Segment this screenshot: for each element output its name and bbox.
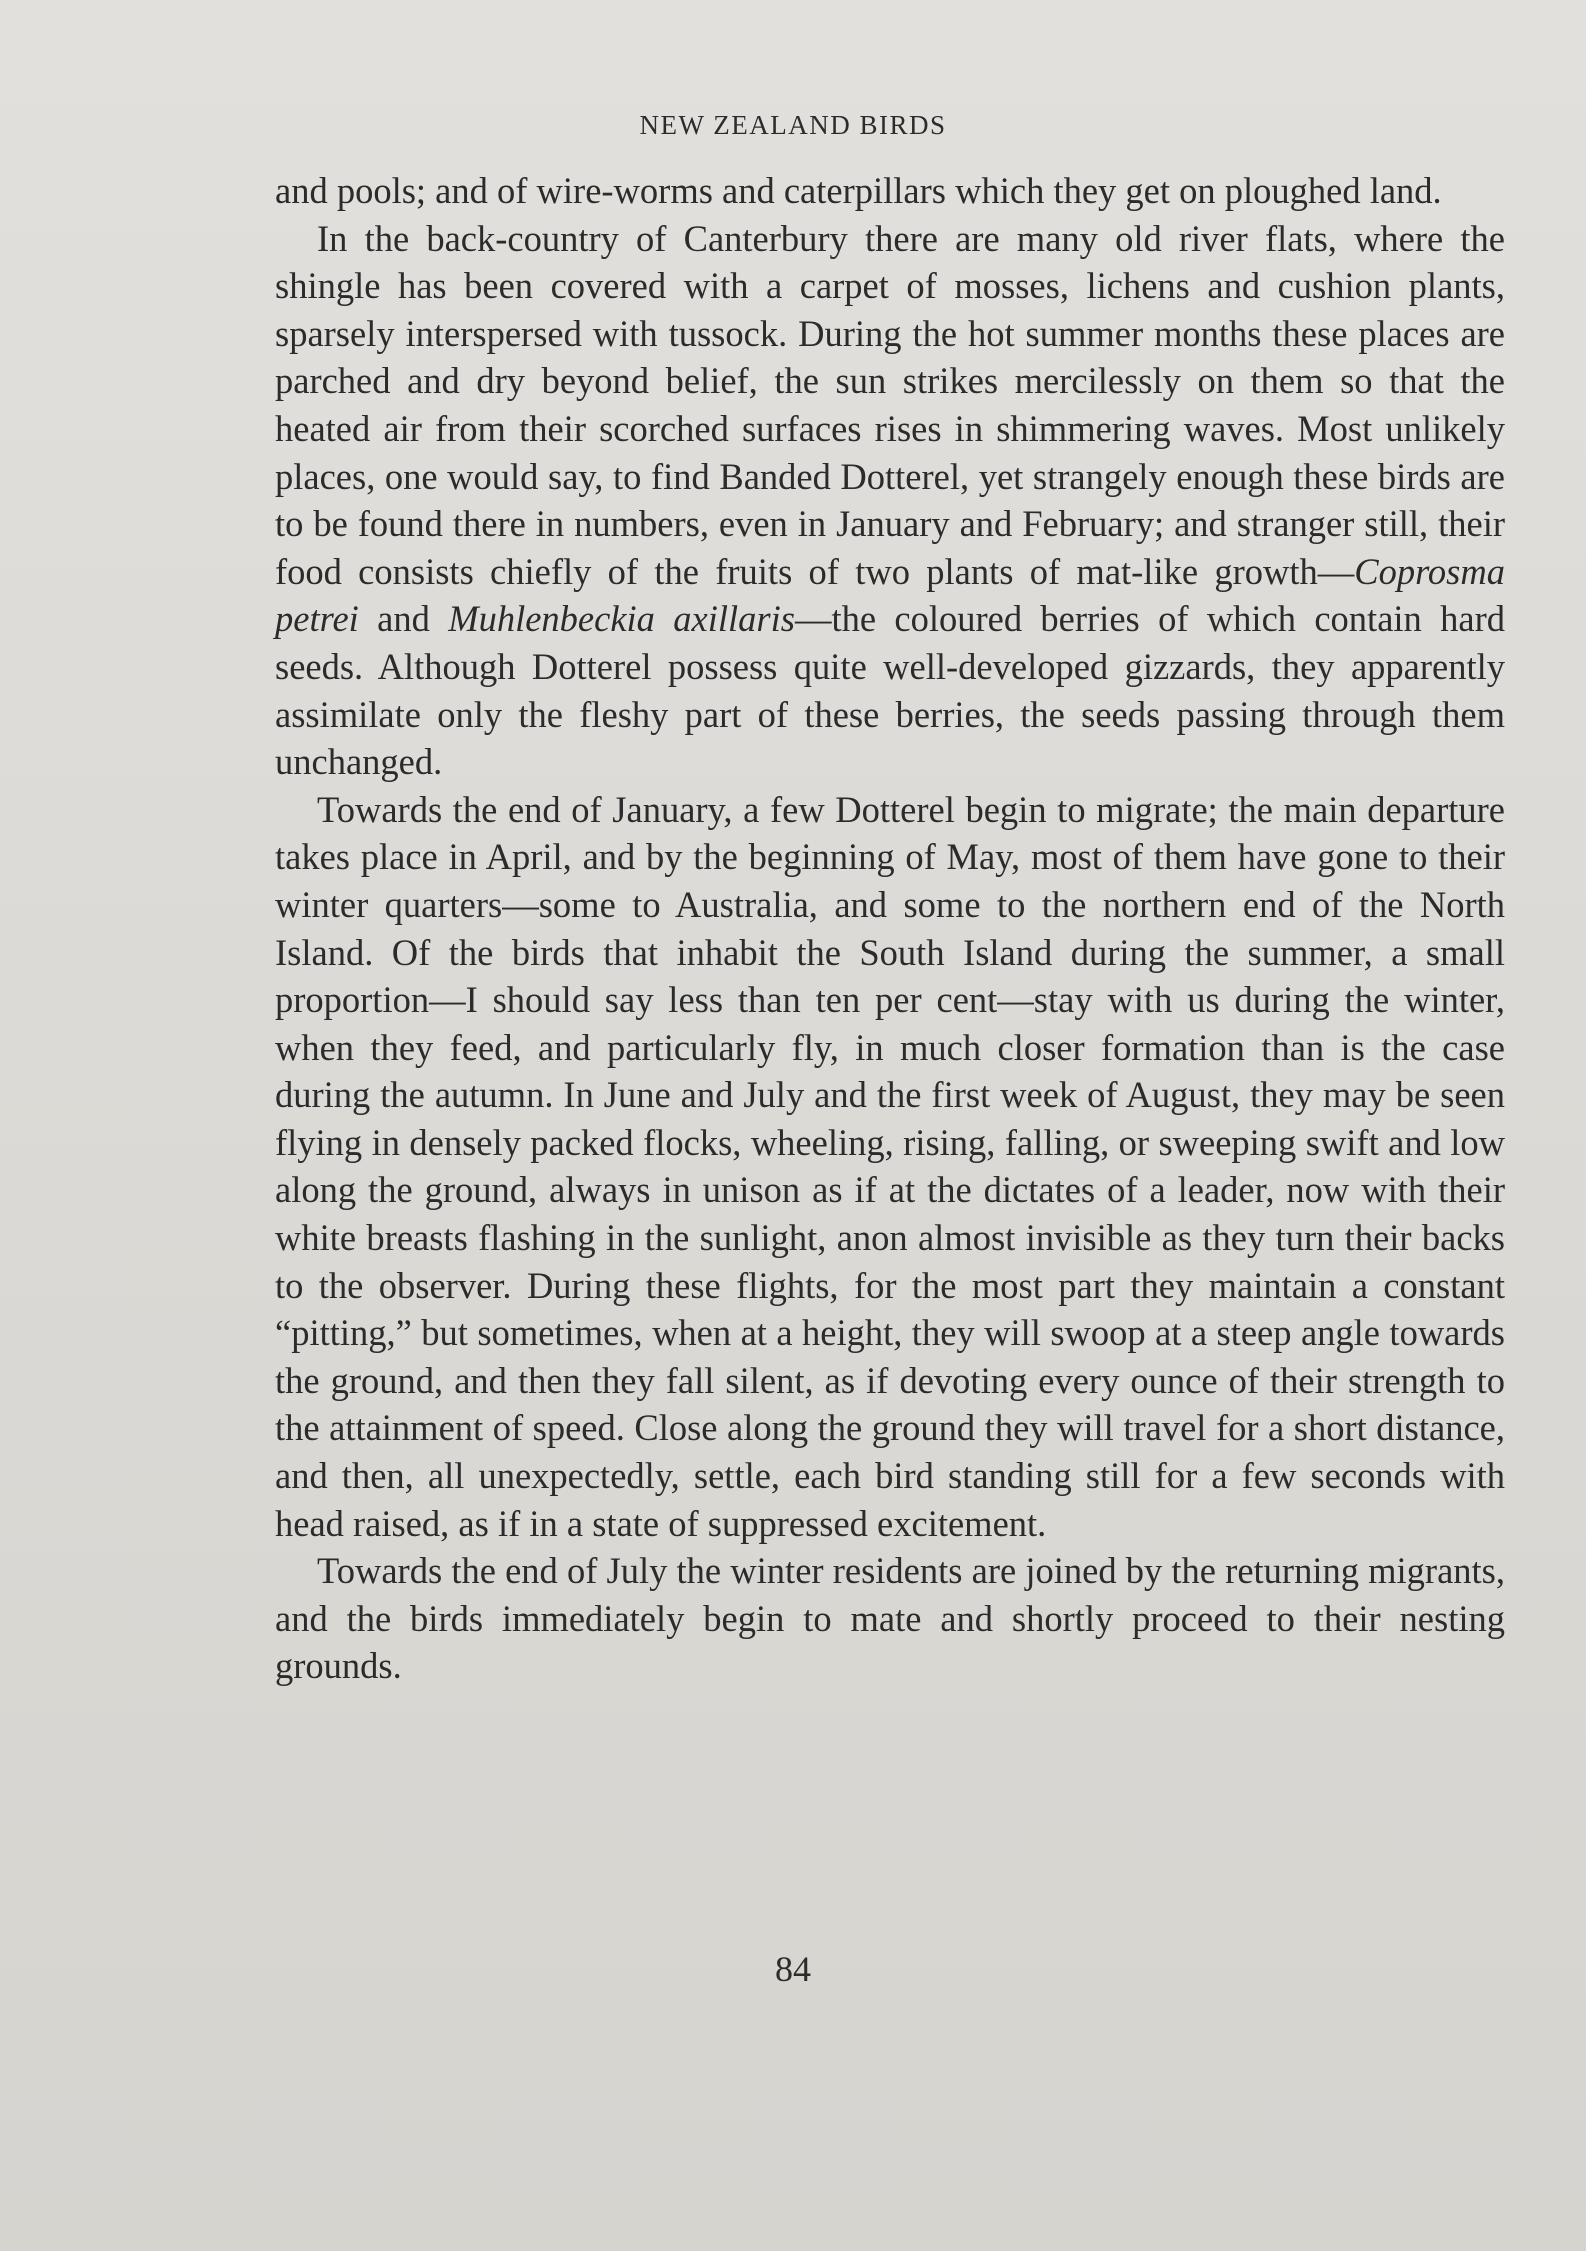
paragraph-text: —the coloured berries of which contain hard seeds. Although Dotterel possess quite well-developed gizzards, they apparently assimilate only the fleshy part of these berries, the seeds passing through them unchanged. [275, 598, 1505, 783]
paragraph-text: and [358, 598, 449, 640]
body-text [275, 167, 1505, 1690]
paragraph-migration: Towards the end of January, a few Dotterel begin to migrate; the main departure takes place in April, and by the beginning of May, most of them have gone to their winter quarters—some to Australia, and some to the northern end of the North Island. Of the birds that inhabit the South Island during the summer, a small proportion—I should say less than ten per cent—stay with us during the winter, when they feed, and particularly fly, in much closer formation than is the case during the autumn. In June and July and the first week of August, they may be seen flying in densely packed flocks, wheeling, rising, falling, or sweeping swift and low along the ground, always in unison as if at the dictates of a leader, now with their white breasts flashing in the sunlight, anon almost invisible as they turn their backs to the observer. During these flights, for the most part they maintain a constant “pitting,” but sometimes, when at a height, they will swoop at a steep angle towards the ground, and then they fall silent, as if devoting every ounce of their strength to the attainment of speed. Close along the ground they will travel for a short distance, and then, all unexpectedly, settle, each bird standing still for a few seconds with head raised, as if in a state of suppressed excitement. [275, 788, 1505, 1544]
paragraph-continuation: and pools; and of wire-worms and caterpillars which they get on ploughed land. [275, 170, 1442, 211]
species-name-muhlenbeckia: Muhlenbeckia axillaris [448, 598, 795, 640]
paragraph-text: In the back-country of Canterbury there are many old river flats, where the shingle has been covered with a carpet of mosses, lichens and cushion plants, sparsely interspersed with tussock. During the hot summer months these places are parched and dry beyond belief, the sun strikes mercilessly on them so that the heated air from their scorched surfaces rises in shimmering waves. Most unlikely places, one would say, to find Banded Dotterel, yet strangely enough these birds are to be found there in numbers, even in January and February; and stranger still, their food consists chiefly of the fruits of two plants of mat-like growth— [275, 217, 1505, 592]
paragraph-winter-residents: Towards the end of July the winter residents are joined by the returning migrants, and the birds immediately begin to mate and shortly proceed to their nesting grounds. [275, 1550, 1505, 1687]
page-number: 84 [775, 1949, 811, 1989]
running-head: NEW ZEALAND BIRDS [639, 110, 947, 140]
species-name-coprosma: Coprosma petrei [275, 550, 1505, 640]
paragraph-back-country [275, 215, 1505, 786]
